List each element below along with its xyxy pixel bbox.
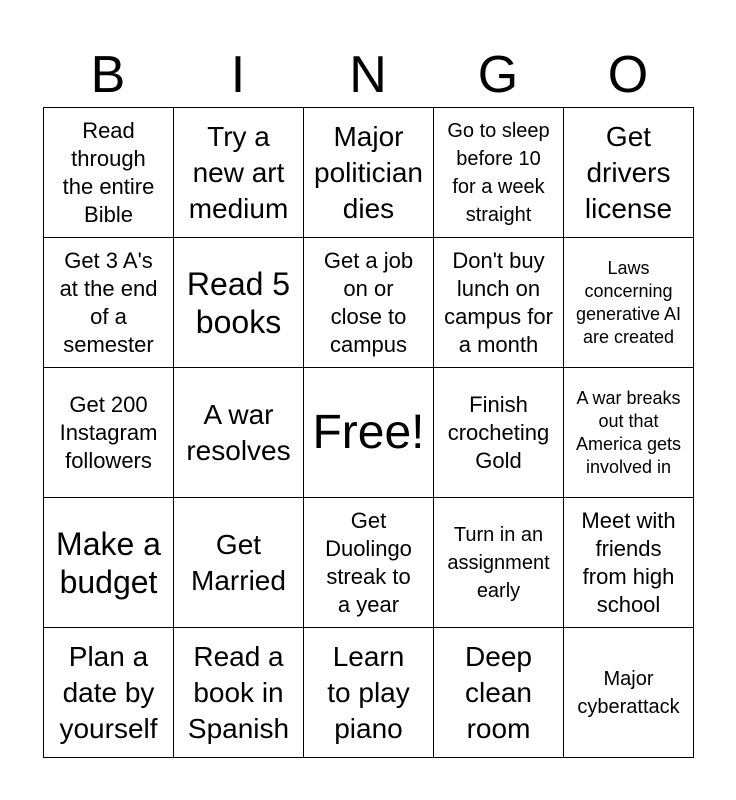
bingo-cell[interactable]: [434, 108, 564, 238]
cell-text: Don't buy lunch on campus for a month: [444, 247, 553, 357]
bingo-cell[interactable]: [304, 108, 434, 238]
cell-text: Get Duolingo streak to a year: [325, 507, 412, 617]
bingo-cell[interactable]: [44, 108, 174, 238]
header-letter-n: N: [349, 46, 387, 104]
cell-text: Read through the entire Bible: [62, 117, 155, 227]
header-letter-i: I: [230, 46, 246, 104]
cell-text: Major politician dies: [314, 120, 423, 224]
cell-text: Get 3 A's at the end of a semester: [59, 247, 158, 357]
bingo-cell[interactable]: [304, 498, 434, 628]
header-letter-o: O: [607, 46, 649, 104]
bingo-cell[interactable]: [434, 498, 564, 628]
cell-text: Make a budget: [56, 525, 161, 600]
cell-text: Meet with friends from high school: [581, 507, 676, 617]
free-space-label: Free!: [312, 405, 425, 459]
bingo-cell[interactable]: [434, 368, 564, 498]
bingo-cell[interactable]: [304, 628, 434, 758]
cell-text: Learn to play piano: [327, 640, 410, 744]
cell-text: Get drivers license: [584, 120, 673, 224]
bingo-cell[interactable]: [174, 498, 304, 628]
cell-text: Read 5 books: [186, 265, 291, 340]
cell-text: Get Married: [191, 528, 286, 596]
cell-text: Get a job on or close to campus: [323, 247, 414, 357]
bingo-cell[interactable]: [564, 238, 694, 368]
cell-text: Finish crocheting Gold: [447, 391, 550, 473]
header-letter-b: B: [90, 46, 126, 104]
bingo-cell[interactable]: [44, 628, 174, 758]
bingo-header: [43, 40, 693, 110]
cell-text: A war resolves: [186, 398, 291, 466]
bingo-cell[interactable]: [564, 368, 694, 498]
bingo-grid: [43, 107, 694, 758]
bingo-cell[interactable]: [564, 498, 694, 628]
bingo-cell[interactable]: [564, 628, 694, 758]
cell-text: Get 200 Instagram followers: [59, 391, 158, 473]
free-space-cell[interactable]: [304, 368, 434, 498]
cell-text: Read a book in Spanish: [187, 640, 290, 744]
bingo-cell[interactable]: [564, 108, 694, 238]
cell-text: Major cyberattack: [577, 667, 680, 718]
cell-text: Go to sleep before 10 for a week straight: [447, 119, 550, 226]
bingo-cell[interactable]: [44, 368, 174, 498]
cell-text: Try a new art medium: [188, 120, 289, 224]
bingo-cell[interactable]: [174, 628, 304, 758]
bingo-cell[interactable]: [174, 368, 304, 498]
cell-text: A war breaks out that America gets involved in: [575, 387, 682, 477]
bingo-cell[interactable]: [44, 238, 174, 368]
bingo-cell[interactable]: [174, 238, 304, 368]
cell-text: Plan a date by yourself: [59, 640, 158, 744]
bingo-cell[interactable]: [304, 238, 434, 368]
cell-text: Deep clean room: [465, 640, 532, 744]
cell-text: Turn in an assignment early: [447, 523, 550, 602]
bingo-cell[interactable]: [44, 498, 174, 628]
cell-text: Laws concerning generative AI are created: [575, 257, 682, 347]
header-letter-g: G: [477, 46, 519, 104]
bingo-cell[interactable]: [434, 628, 564, 758]
bingo-cell[interactable]: [174, 108, 304, 238]
bingo-cell[interactable]: [434, 238, 564, 368]
